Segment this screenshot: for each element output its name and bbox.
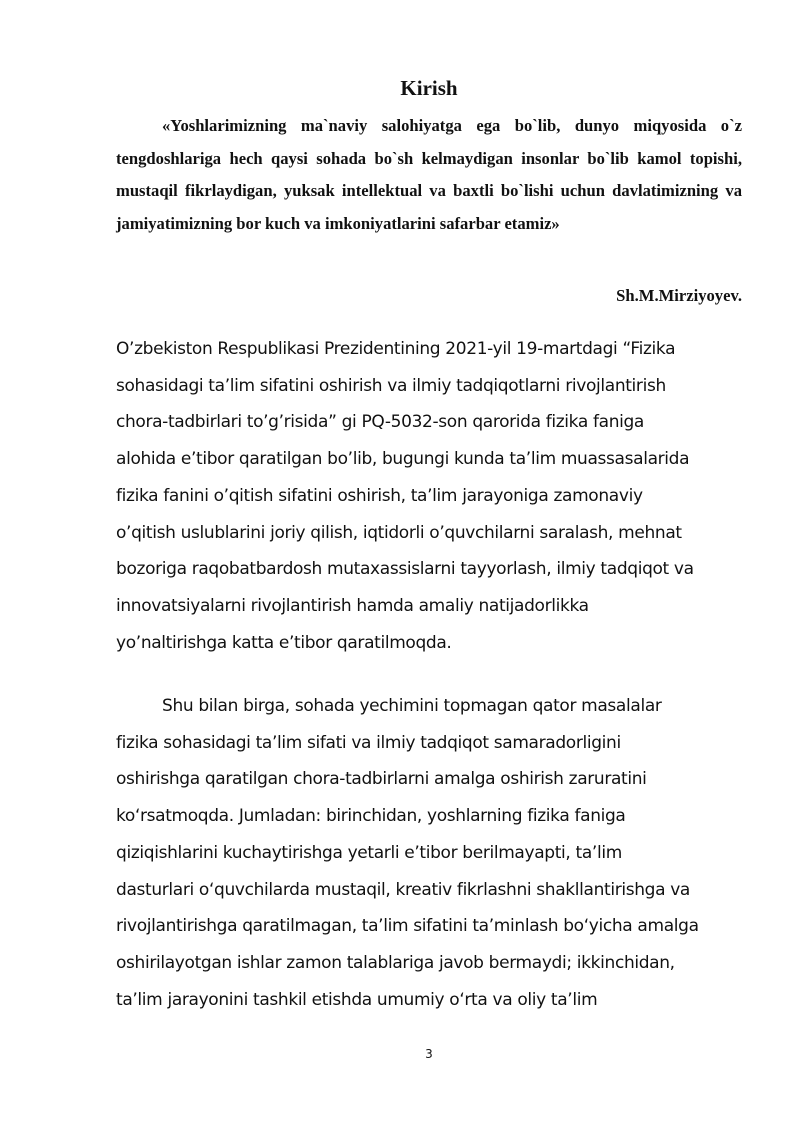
epigraph-quote: «Yoshlarimizning ma`naviy salohiyatga ega bo`lib, dunyo miqyosida o`z tengdoshlariga hech qaysi sohada bo`sh kelmaydigan insonlar bo`lib kamol topishi, mustaqil fikrlaydigan, yuksak intellektual va baxtli bo`lishi uchun davlatimizning va jamiyatimizning bor kuch va imkoniyatlarini safarbar etamiz»	[116, 116, 742, 233]
text-line: qiziqishlarini kuchaytirishga yetarli e’tibor berilmayapti, ta’lim	[116, 842, 622, 863]
body-paragraph-2	[116, 688, 756, 1018]
page-number: 3	[425, 1047, 433, 1061]
text-line: oshirilayotgan ishlar zamon talablariga javob bermaydi; ikkinchidan,	[116, 952, 675, 973]
text-line: sohasidagi ta’lim sifatini oshirish va ilmiy tadqiqotlarni rivojlantirish	[116, 375, 666, 396]
text-line: dasturlari o‘quvchilarda mustaqil, kreativ fikrlashni shakllantirishga va	[116, 879, 690, 900]
text-line: yo’naltirishga katta e’tibor qaratilmoqda.	[116, 632, 452, 653]
body-paragraph-1	[116, 331, 756, 661]
text-line: rivojlantirishga qaratilmagan, ta’lim sifatini ta’minlash bo‘yicha amalga	[116, 916, 699, 937]
text-line: o’qitish uslublarini joriy qilish, iqtidorli o’quvchilarni saralash, mehnat	[116, 522, 682, 543]
text-line: ko‘rsatmoqda. Jumladan: birinchidan, yoshlarning fizika faniga	[116, 806, 626, 827]
text-line: fizika fanini o’qitish sifatini oshirish, ta’lim jarayoniga zamonaviy	[116, 485, 643, 506]
text-line: chora-tadbirlari to’g’risida” gi PQ-5032-son qarorida fizika faniga	[116, 412, 644, 433]
text-line: fizika sohasidagi ta’lim sifati va ilmiy tadqiqot samaradorligini	[116, 732, 621, 753]
text-line: oshirishga qaratilgan chora-tadbirlarni amalga oshirish zaruratini	[116, 769, 647, 790]
text-line: bozoriga raqobatbardosh mutaxassislarni tayyorlash, ilmiy tadqiqot va	[116, 559, 694, 580]
text-line: innovatsiyalarni rivojlantirish hamda amaliy natijadorlikka	[116, 595, 589, 616]
text-line: ta’lim jarayonini tashkil etishda umumiy o‘rta va oliy ta’lim	[116, 989, 598, 1010]
page-title: Kirish	[400, 76, 458, 100]
text-line: alohida e’tibor qaratilgan bo’lib, bugungi kunda ta’lim muassasalarida	[116, 449, 690, 470]
text-line: Shu bilan birga, sohada yechimini topmagan qator masalalar	[162, 696, 662, 716]
epigraph-author: Sh.M.Mirziyoyev.	[616, 286, 742, 305]
text-line: O’zbekiston Respublikasi Prezidentining 2021-yil 19-martdagi “Fizika	[116, 339, 676, 359]
